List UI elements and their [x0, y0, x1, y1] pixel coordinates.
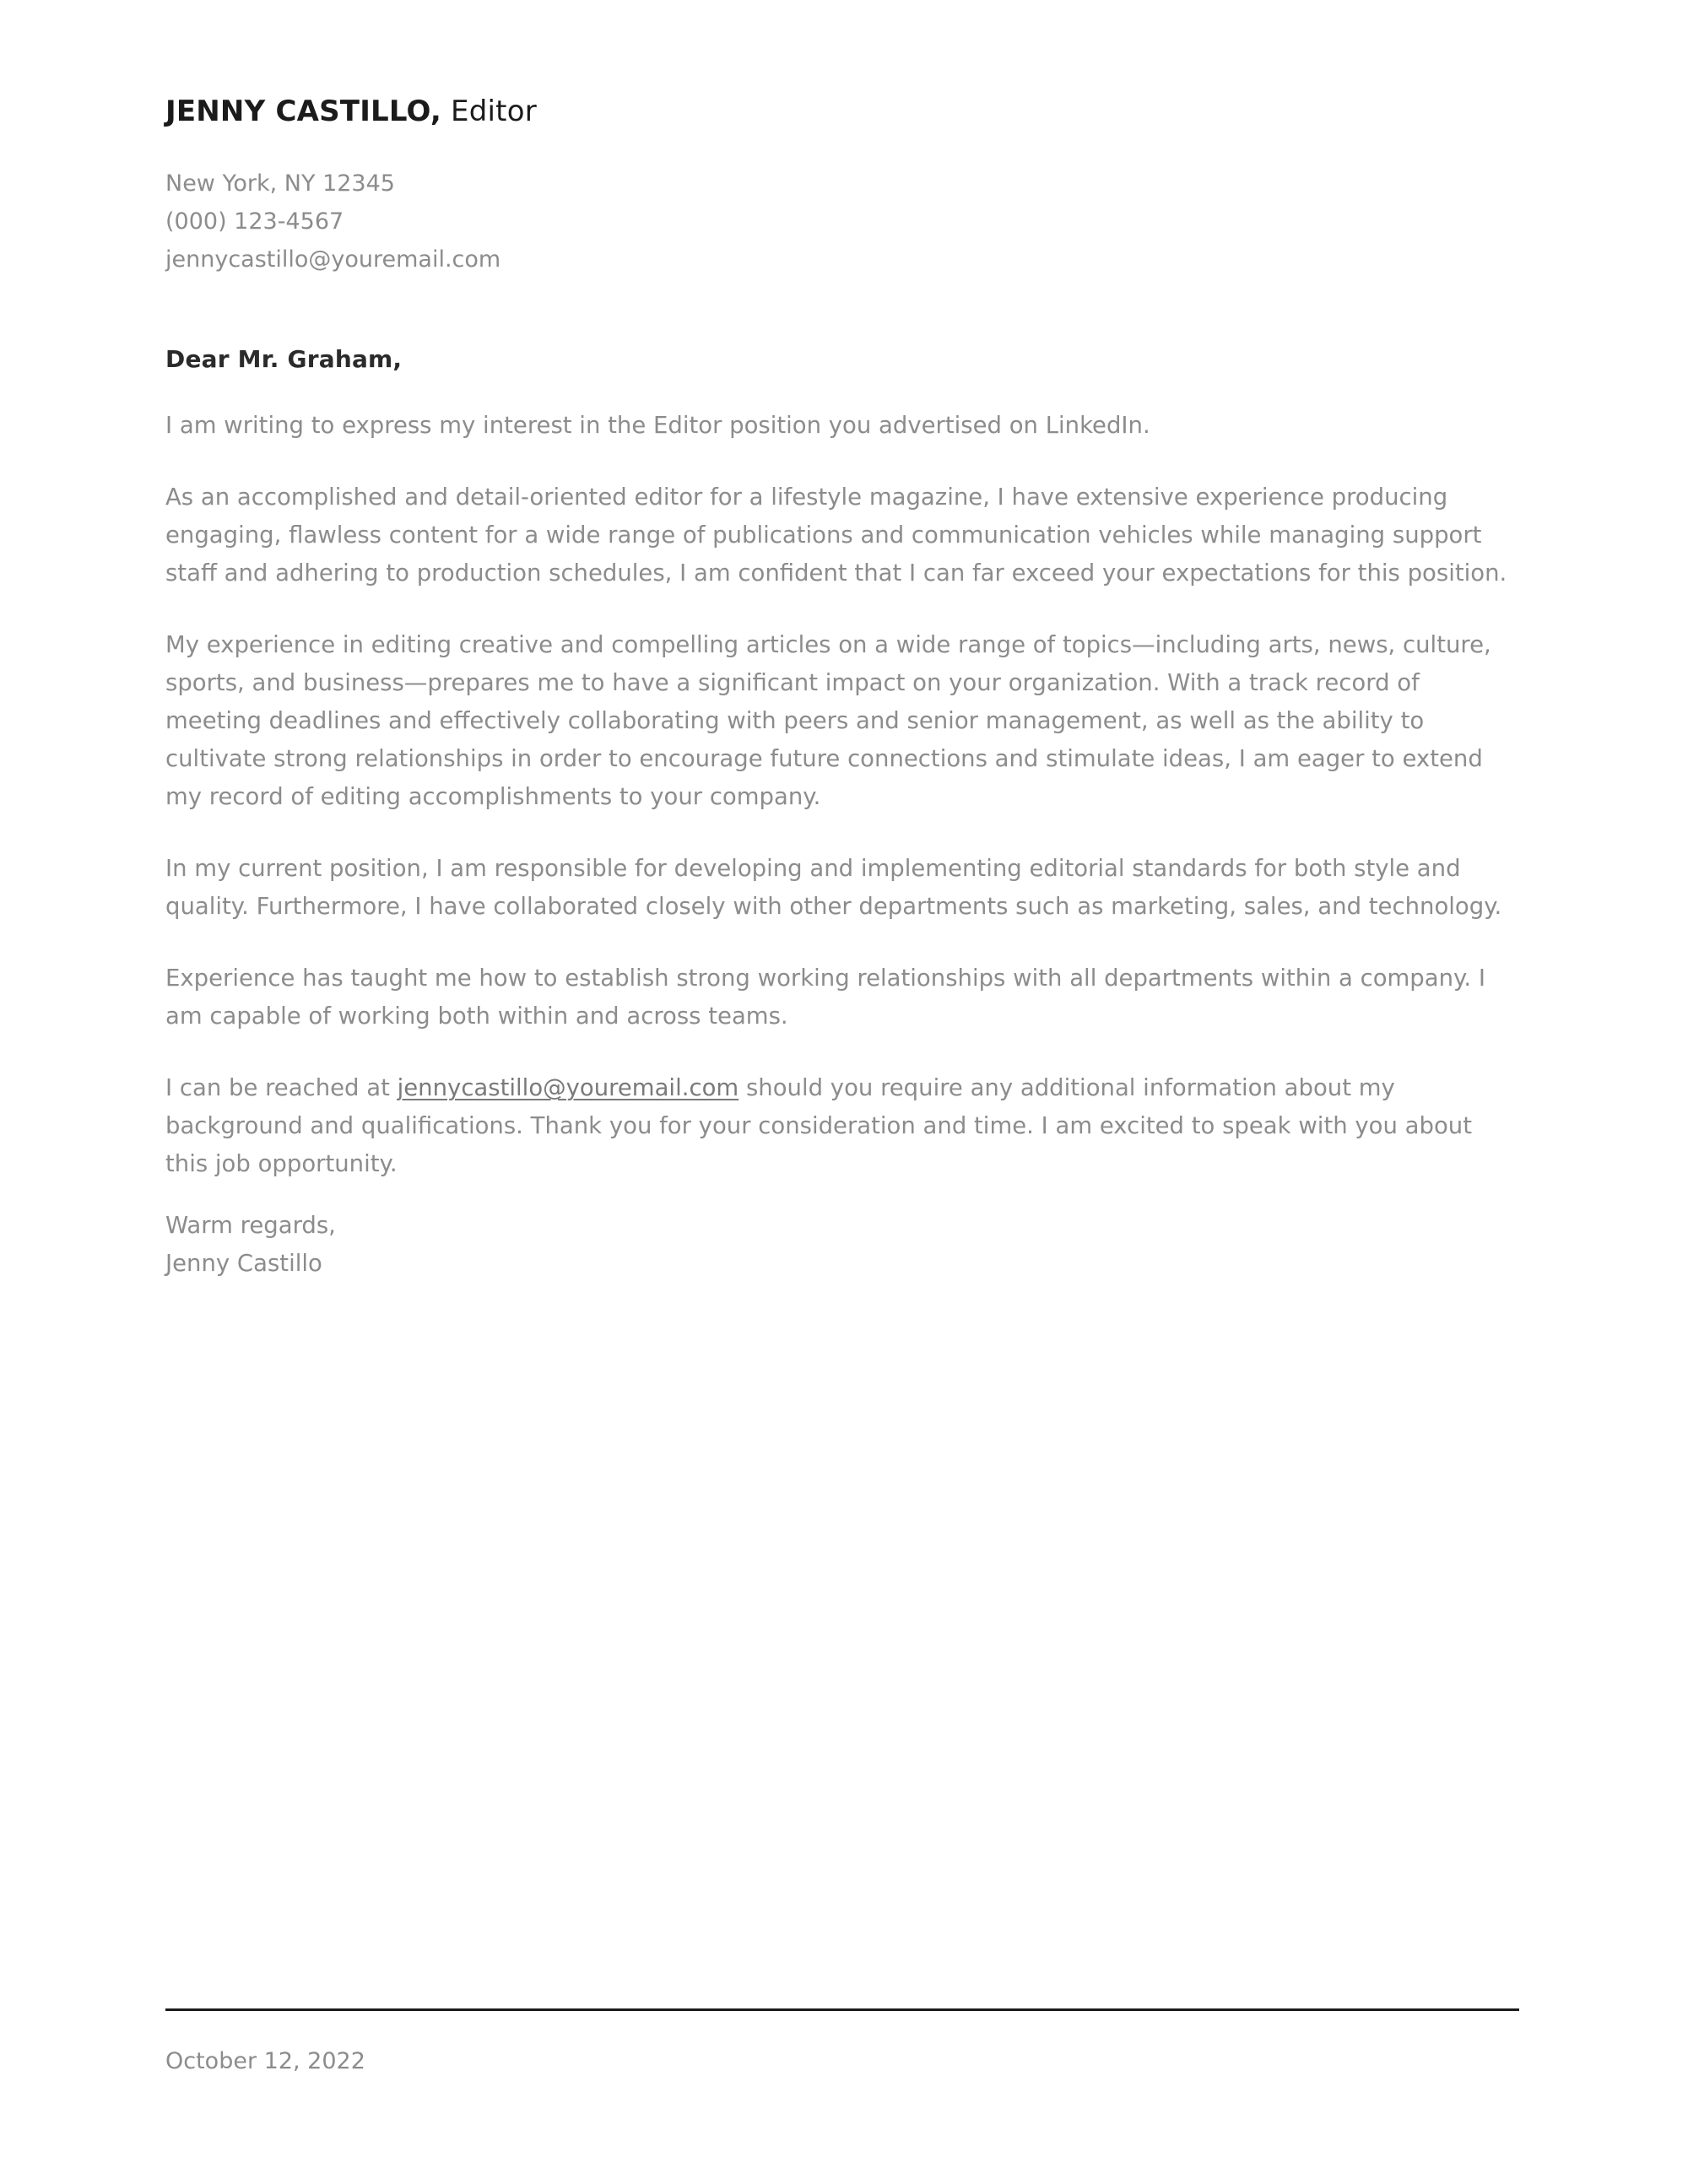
- contact-address: New York, NY 12345: [165, 170, 395, 197]
- contact-phone: (000) 123-4567: [165, 208, 344, 235]
- footer-divider: [165, 2008, 1519, 2011]
- body-paragraph: I am writing to express my interest in the Editor position you advertised on LinkedIn.: [165, 412, 1150, 440]
- contact-text-after: should you require any additional information about my background and qualifications. Thank you for your consideration and time. I am excited to speak with you about this job opportunity.: [165, 1074, 1473, 1178]
- salutation: Dear Mr. Graham,: [165, 344, 403, 373]
- body-paragraph: In my current position, I am responsible for developing and implementing editorial standards for both style and quality. Furthermore, I have collaborated closely with other departments such as marketing, sales, and technology.: [165, 855, 1502, 921]
- body-paragraph: Experience has taught me how to establish strong working relationships with all departments within a company. I am capable of working both within and across teams.: [165, 965, 1485, 1030]
- contact-text-before: I can be reached at: [165, 1074, 398, 1102]
- signature-name: Jenny Castillo: [165, 1250, 322, 1278]
- letter-date: October 12, 2022: [165, 2048, 365, 2074]
- body-paragraph: My experience in editing creative and compelling articles on a wide range of topics—including arts, news, culture, sports, and business—prepares me to have a significant impact on your organization. With a track record of meeting deadlines and effectively collaborating with peers and senior management, as well as the ability to cultivate strong relationships in order to encourage future connections and stimulate ideas, I am eager to extend my record of editing accomplishments to your company.: [165, 631, 1491, 811]
- page-title: [165, 0, 1519, 129]
- letter-footer: [165, 2008, 1519, 2079]
- contact-email: jennycastillo@youremail.com: [165, 246, 501, 273]
- applicant-name: JENNY CASTILLO,: [165, 95, 442, 128]
- letter-content: [165, 0, 1519, 1283]
- letter-closing: [165, 1207, 1519, 1283]
- email-link[interactable]: jennycastillo@youremail.com: [397, 1074, 739, 1102]
- closing-salutation: Warm regards,: [165, 1212, 336, 1240]
- contact-block: [165, 165, 1519, 278]
- letter-body: [165, 407, 1519, 1183]
- body-paragraph-with-email: [165, 1069, 1519, 1183]
- body-paragraph: As an accomplished and detail-oriented editor for a lifestyle magazine, I have extensive experience producing engaging, flawless content for a wide range of publications and communication vehicles while managing support staff and adhering to production schedules, I am confident that I can far exceed your expectations for this position.: [165, 484, 1507, 587]
- applicant-role: Editor: [451, 95, 537, 128]
